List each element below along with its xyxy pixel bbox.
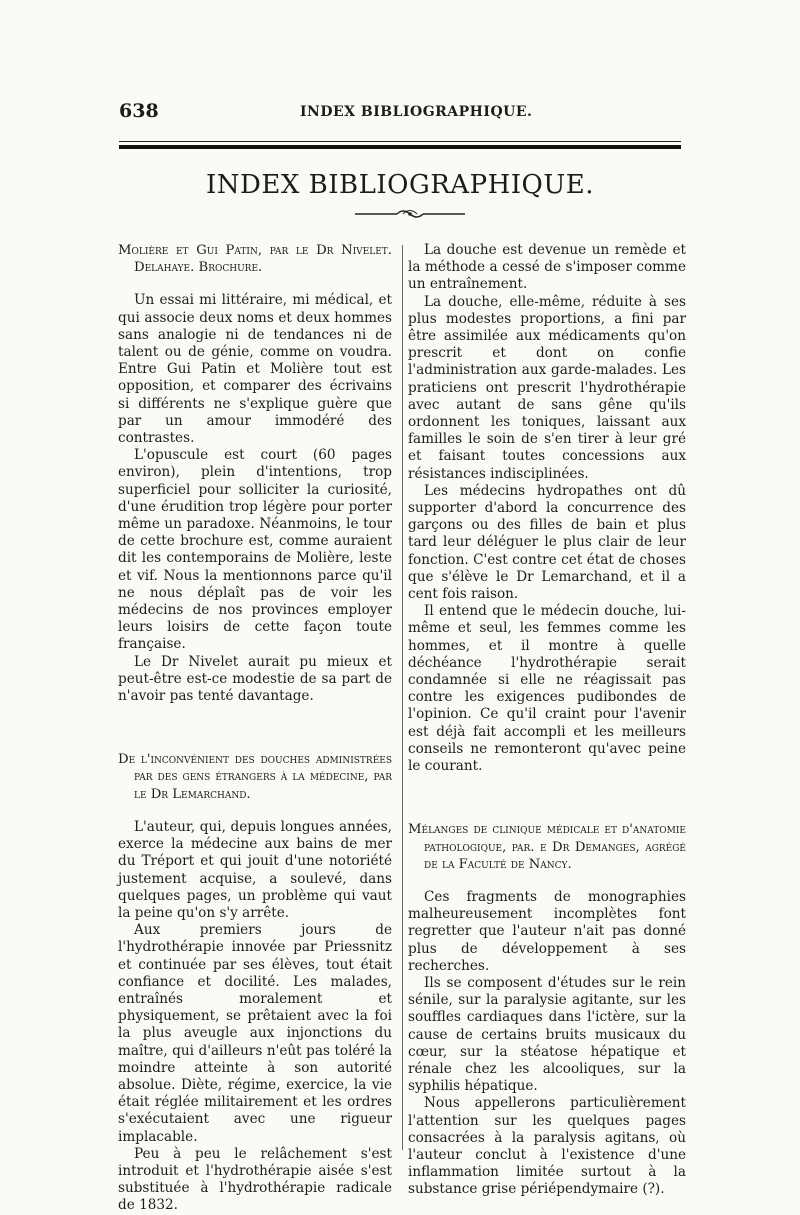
left-column bbox=[118, 242, 392, 1215]
paragraph: Peu à peu le relâchement s'est introduit et l'hydrothérapie aisée s'est substituée à l'hydrothérapie radicale de 1832. bbox=[118, 1145, 392, 1214]
paragraph: La douche, elle-même, réduite à ses plus modestes proportions, a fini par être assimilée aux médicaments qu'on prescrit et dont on confie l'administration aux garde-malades. Les praticiens ont prescrit l'hydrothérapie avec autant de sans gêne qu'ils ordonnent les toniques, laissant aux familles le soin de s'en tirer à leur gré et faisant toutes concessions aux résistances indisciplinées. bbox=[408, 293, 686, 482]
paragraph: Ils se composent d'études sur le rein sénile, sur la paralysie agitante, sur les souffles cardiaques dans l'ictère, sur la cause de certains bruits musicaux du cœur, sur la stéatose hépatique et rénale chez les alcooliques, sur la syphilis hépatique. bbox=[408, 974, 686, 1095]
paragraph: Il entend que le médecin douche, lui-même et seul, les femmes comme les hommes, et il montre à quelle déchéance l'hydrothérapie serait condamnée si elle ne réagissait pas contre les exigences pudibondes de l'opinion. Ce qu'il craint pour l'avenir est déjà fait accompli et les meilleurs conseils ne remonteront qu'avec peine le courant. bbox=[408, 603, 686, 775]
right-column bbox=[408, 242, 686, 1199]
paragraph: L'opuscule est court (60 pages environ), plein d'intentions, trop superficiel pour solliciter la curiosité, d'une érudition trop légère pour porter même un paradoxe. Néanmoins, le tour de cette brochure est, comme auraient dit les contemporains de Molière, leste et vif. Nous la mentionnons parce qu'il ne nous déplaît pas de voir les médecins de nos provinces employer leurs loisirs de cette façon toute française. bbox=[118, 447, 392, 653]
paragraph: Le Dr Nivelet aurait pu mieux et peut-être est-ce modestie de sa part de n'avoir pas tenté davantage. bbox=[118, 653, 392, 705]
page-title: INDEX BIBLIOGRAPHIQUE. bbox=[206, 170, 594, 200]
header-rule-thin bbox=[119, 141, 681, 142]
running-title: INDEX BIBLIOGRAPHIQUE. bbox=[300, 104, 533, 120]
entry-heading: De l'inconvénient des douches administrées par des gens étrangers à la médecine, par le Dr Lemarchand. bbox=[118, 752, 392, 802]
column-divider bbox=[402, 245, 403, 1150]
paragraph: Aux premiers jours de l'hydrothérapie innovée par Priessnitz et continuée par ses élèves, tout était confiance et docilité. Les malades, entraînés moralement et physiquement, se prêtaient avec la foi la plus aveugle aux injonctions du maître, qui d'ailleurs n'eût pas toléré la moindre atteinte à son autorité absolue. Diète, régime, exercice, la vie était réglée militairement et les ordres s'exécutaient avec une rigueur implacable. bbox=[118, 922, 392, 1145]
header-rule-thick bbox=[119, 145, 681, 149]
page-number: 638 bbox=[119, 100, 159, 122]
paragraph: Ces fragments de monographies malheureusement incomplètes font regretter que l'auteur n'ait pas donné plus de développement à ses recherches. bbox=[408, 888, 686, 974]
ornament-icon bbox=[355, 208, 465, 220]
paragraph: Nous appellerons particulièrement l'attention sur les quelques pages consacrées à la paralysis agitans, où l'auteur conclut à l'existence d'une inflammation limitée surtout à la substance grise périépendymaire (?). bbox=[408, 1095, 686, 1198]
entry-heading: Mélanges de clinique médicale et d'anatomie pathologique, par. e Dr Demanges, agrégé de la Faculté de Nancy. bbox=[408, 822, 686, 872]
entry-heading: Molière et Gui Patin, par le Dr Nivelet. Delahaye. Brochure. bbox=[118, 243, 392, 276]
paragraph: L'auteur, qui, depuis longues années, exerce la médecine aux bains de mer du Tréport et qui jouit d'une notoriété justement acquise, a soulevé, dans quelques pages, un problème qui vaut la peine qu'on s'y arrête. bbox=[118, 818, 392, 921]
paragraph: Un essai mi littéraire, mi médical, et qui associe deux noms et deux hommes sans analogie ni de tendances ni de talent ou de génie, comme on voudra. Entre Gui Patin et Molière tout est opposition, et comparer des écrivains si différents ne s'explique guère que par un amour immodéré des contrastes. bbox=[118, 292, 392, 447]
paragraph: La douche est devenue un remède et la méthode a cessé de s'imposer comme un entraînement. bbox=[408, 242, 686, 293]
paragraph: Les médecins hydropathes ont dû supporter d'abord la concurrence des garçons ou des filles de bain et plus tard leur déléguer le plus clair de leur fonction. C'est contre cet état de choses que s'élève le Dr Lemarchand, et il a cent fois raison. bbox=[408, 482, 686, 603]
